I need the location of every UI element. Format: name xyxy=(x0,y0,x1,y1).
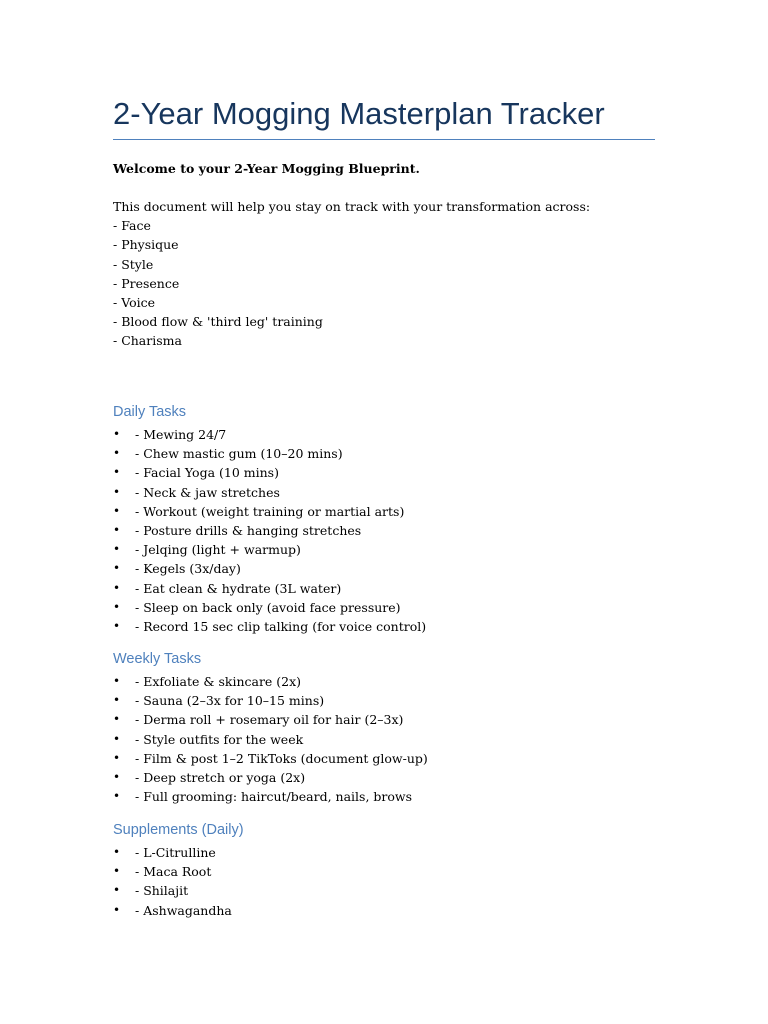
intro-line: - Presence xyxy=(113,275,180,291)
bullet-icon: • xyxy=(113,674,121,688)
bullet-icon: • xyxy=(113,561,121,576)
bullet-icon: • xyxy=(113,789,121,804)
bullet-icon: • xyxy=(113,769,121,784)
bullet-icon: • xyxy=(113,750,121,765)
bullet-icon: • xyxy=(113,427,121,441)
list-item-text: - L-Citrulline xyxy=(135,845,216,860)
list-item-text: - Chew mastic gum (10–20 mins) xyxy=(135,446,343,462)
list-item-text: - Eat clean & hydrate (3L water) xyxy=(135,580,342,596)
list-item-text: - Kegels (3x/day) xyxy=(135,561,241,577)
intro-line: - Physique xyxy=(113,237,179,253)
bullet-icon: • xyxy=(113,522,121,537)
bullet-icon: • xyxy=(113,446,121,461)
title-underline xyxy=(113,139,655,140)
list-item-text: - Sleep on back only (avoid face pressure) xyxy=(135,599,401,615)
list-item-text: - Ashwagandha xyxy=(135,902,232,918)
list-item-text: - Facial Yoga (10 mins) xyxy=(135,465,279,481)
list-item-text: - Full grooming: haircut/beard, nails, brows xyxy=(135,789,413,805)
intro-line: - Face xyxy=(113,218,151,234)
list-item-text: - Style outfits for the week xyxy=(135,731,304,747)
list-item-text: - Posture drills & hanging stretches xyxy=(135,522,362,538)
list-item-text: - Exfoliate & skincare (2x) xyxy=(135,674,302,689)
bullet-icon: • xyxy=(113,883,121,898)
welcome-line: Welcome to your 2-Year Mogging Blueprint. xyxy=(113,161,420,176)
bullet-icon: • xyxy=(113,864,121,879)
bullet-icon: • xyxy=(113,465,121,480)
supplements-heading: Supplements (Daily) xyxy=(113,822,244,838)
bullet-icon: • xyxy=(113,618,121,633)
page-title: 2-Year Mogging Masterplan Tracker xyxy=(113,96,605,131)
list-item-text: - Sauna (2–3x for 10–15 mins) xyxy=(135,693,325,709)
list-item-text: - Neck & jaw stretches xyxy=(135,484,280,500)
list-item-text: - Mewing 24/7 xyxy=(135,427,227,442)
intro-line: - Charisma xyxy=(113,333,182,349)
weekly-tasks-heading: Weekly Tasks xyxy=(113,651,202,667)
list-item-text: - Film & post 1–2 TikToks (document glow-up) xyxy=(135,750,428,766)
list-item-text: - Maca Root xyxy=(135,864,212,880)
intro-block xyxy=(113,197,590,351)
daily-tasks-heading: Daily Tasks xyxy=(113,404,187,420)
bullet-icon: • xyxy=(113,902,121,917)
list-item-text: - Workout (weight training or martial arts) xyxy=(135,503,405,519)
list-item-text: - Shilajit xyxy=(135,883,189,899)
bullet-icon: • xyxy=(113,484,121,499)
intro-line: This document will help you stay on track with your transformation across: xyxy=(113,199,591,214)
bullet-icon: • xyxy=(113,580,121,595)
bullet-icon: • xyxy=(113,693,121,708)
intro-line: - Voice xyxy=(113,294,155,310)
list-item-text: - Derma roll + rosemary oil for hair (2–3x) xyxy=(135,712,404,728)
list-item-text: - Record 15 sec clip talking (for voice control) xyxy=(135,618,427,634)
intro-line: - Style xyxy=(113,256,154,272)
list-item-text: - Jelqing (light + warmup) xyxy=(135,542,301,558)
list-item-text: - Deep stretch or yoga (2x) xyxy=(135,769,306,785)
bullet-icon: • xyxy=(113,731,121,746)
bullet-icon: • xyxy=(113,712,121,727)
intro-line: - Blood flow & 'third leg' training xyxy=(113,314,323,330)
bullet-icon: • xyxy=(113,845,121,859)
bullet-icon: • xyxy=(113,599,121,614)
bullet-icon: • xyxy=(113,542,121,557)
bullet-icon: • xyxy=(113,503,121,518)
